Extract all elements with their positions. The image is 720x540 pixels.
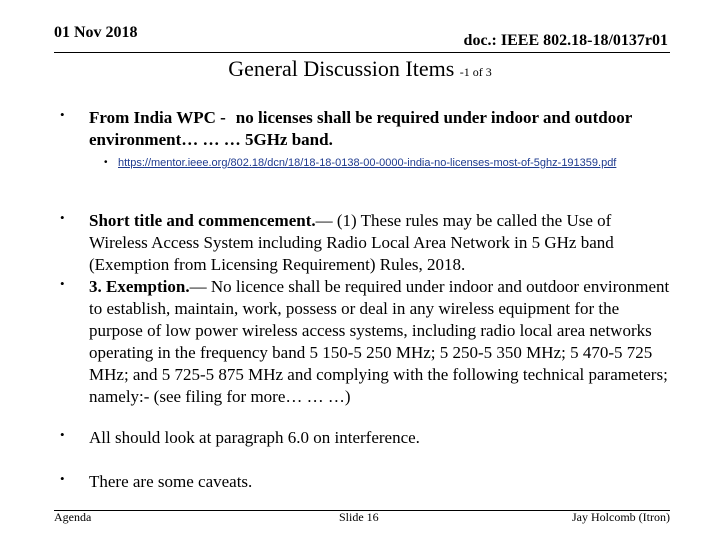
slide-title-main: General Discussion Items	[228, 56, 460, 81]
bullet-text-source: From India WPC -	[89, 108, 226, 127]
bullet-marker: •	[60, 471, 65, 486]
bullet-marker: •	[60, 210, 65, 225]
footer-agenda: Agenda	[54, 510, 92, 524]
bullet-text: There are some caveats.	[89, 472, 253, 491]
slide-title	[0, 56, 720, 82]
sub-bullet-marker: •	[104, 157, 108, 168]
bullet-india-wpc	[60, 107, 674, 151]
bullet-bold-lead: Short title and commencement.	[89, 211, 316, 230]
bullet-marker: •	[60, 276, 65, 291]
bullet-text	[89, 107, 674, 151]
bullet-text-statement: no licenses shall be required under indoor and outdoor environment… … … 5GHz band.	[89, 108, 632, 149]
sub-bullet-link	[104, 155, 660, 171]
header-divider	[54, 52, 670, 53]
bullet-caveats	[60, 471, 674, 493]
bullet-text: All should look at paragraph 6.0 on interference.	[89, 428, 420, 447]
slide-title-sub: -1 of 3	[459, 65, 492, 79]
header-doc-id: doc.: IEEE 802.18-18/0137r01	[463, 32, 668, 49]
bullet-marker: •	[60, 427, 65, 442]
bullet-exemption	[60, 276, 674, 408]
bullet-body: — (1) These rules may be called the Use of Wireless Access System including Radio Local Area Network in 5 GHz band (Exemption from Licensing Requirement) Rules, 2018.	[89, 211, 614, 274]
bullet-text	[89, 276, 674, 408]
header-date: 01 Nov 2018	[54, 24, 138, 41]
bullet-bold-lead: 3. Exemption.	[89, 277, 190, 296]
bullet-marker: •	[60, 107, 65, 122]
footer-author: Jay Holcomb (Itron)	[572, 510, 670, 524]
bullet-interference	[60, 427, 674, 449]
footer-slide-number: Slide 16	[339, 510, 379, 524]
filing-link[interactable]: https://mentor.ieee.org/802.18/dcn/18/18-18-0138-00-0000-india-no-licenses-most-of-5ghz-191359.pdf	[118, 157, 617, 169]
bullet-text	[89, 210, 674, 276]
bullet-short-title	[60, 210, 674, 276]
bullet-body: — No licence shall be required under indoor and outdoor environment to establish, maintain, work, possess or deal in any wireless equipment for the purpose of low power wireless access systems, including radio local area networks operating in the frequency band 5 150-5 250 MHz; 5 250-5 350 MHz; 5 470-5 725 MHz; and 5 725-5 875 MHz and complying with the following technical parameters; namely:- (see filing for more… … …)	[89, 277, 670, 406]
